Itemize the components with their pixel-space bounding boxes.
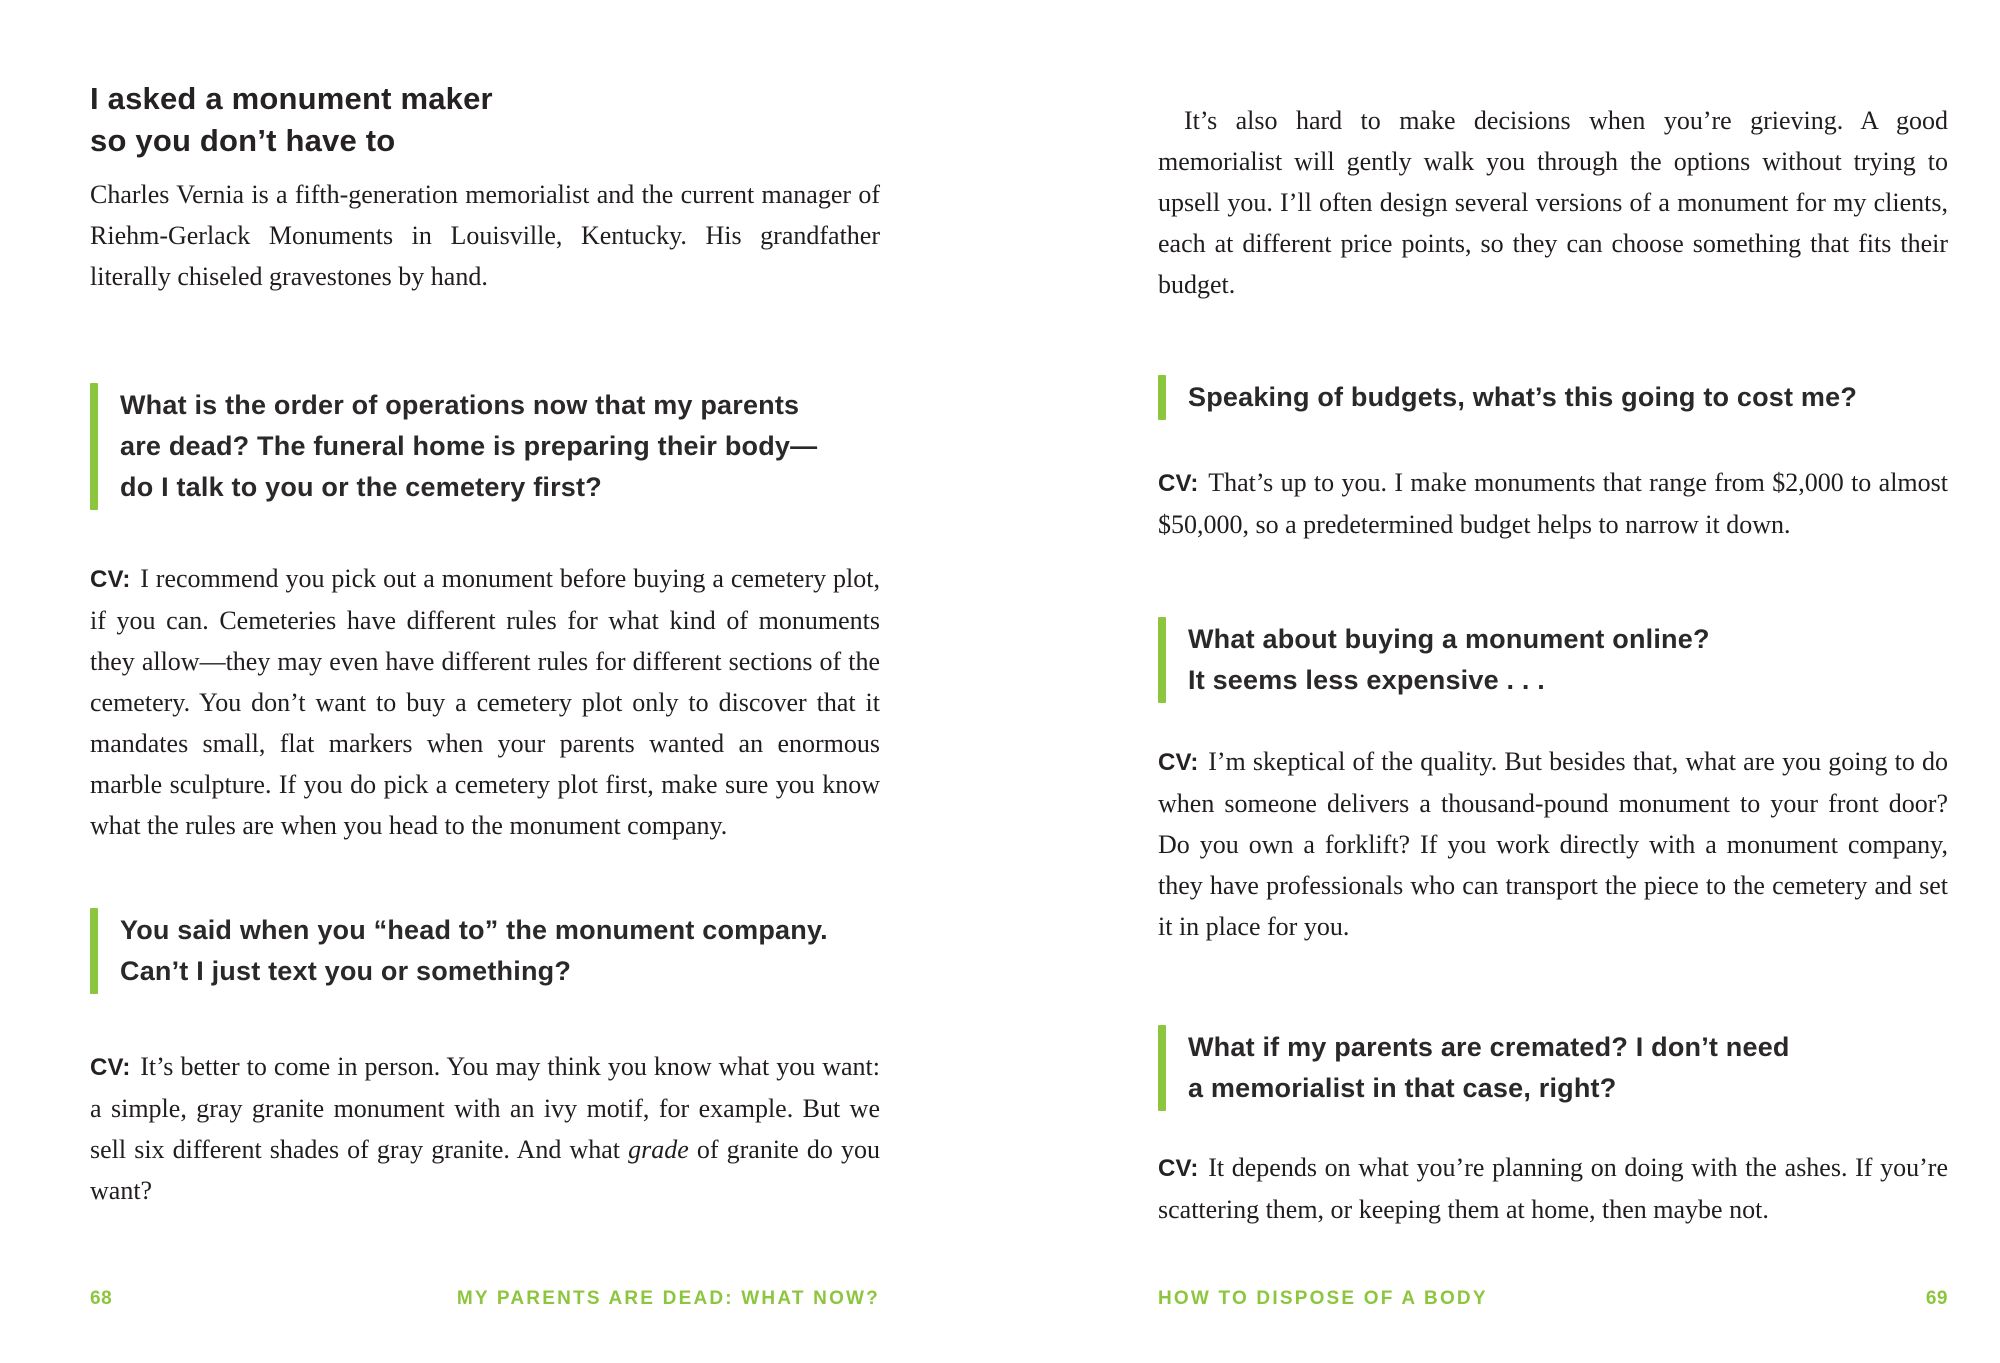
- interview-question: [1188, 617, 1710, 703]
- question-accent-bar: [1158, 375, 1166, 420]
- answer-text: That’s up to you. I make monuments that range from $2,000 to almost $50,000, so a predetermined budget helps to narrow it down.: [1158, 468, 1948, 539]
- question-line: Speaking of budgets, what’s this going to cost me?: [1188, 382, 1858, 412]
- question-accent-bar: [1158, 617, 1166, 703]
- question-accent-bar: [90, 383, 98, 510]
- page-left: [90, 0, 880, 1363]
- interview-answer: [1158, 462, 1948, 545]
- question-block: [90, 908, 880, 994]
- intro-paragraph: Charles Vernia is a fifth-generation memorialist and the current manager of Riehm-Gerlack Monuments in Louisville, Kentucky. His grandfather literally chiseled gravestones by hand.: [90, 180, 880, 291]
- question-block: [1158, 375, 1948, 420]
- question-line: What is the order of operations now that my parents: [120, 390, 800, 420]
- interview-question: [120, 383, 817, 510]
- cv-prefix: CV:: [90, 566, 131, 593]
- cv-prefix: CV:: [1158, 1155, 1199, 1182]
- answer-text-italic: grade: [628, 1135, 689, 1164]
- interview-answer: [1158, 1147, 1948, 1230]
- question-line: Can’t I just text you or something?: [120, 956, 572, 986]
- answer-text: of granite do you want?: [90, 1135, 880, 1205]
- question-line: do I talk to you or the cemetery first?: [120, 472, 602, 502]
- answer-text: It’s better to come in person. You may think you know what you want: a simple, gray granite monument with an ivy motif, for example. But we sell six different shades of gray granite. And what: [90, 1052, 880, 1164]
- section-title-line: so you don’t have to: [90, 123, 396, 158]
- question-line: It seems less expensive . . .: [1188, 665, 1546, 695]
- answer-text: It depends on what you’re planning on doing with the ashes. If you’re scattering them, or keeping them at home, then maybe not.: [1158, 1153, 1948, 1224]
- page-number: 69: [1925, 1288, 1948, 1309]
- question-accent-bar: [1158, 1025, 1166, 1111]
- interview-question: [120, 908, 828, 994]
- running-head: MY PARENTS ARE DEAD: WHAT NOW?: [456, 1288, 880, 1309]
- section-title-line: I asked a monument maker: [90, 81, 493, 116]
- interview-answer: [90, 558, 880, 846]
- running-footer: [1158, 1288, 1948, 1310]
- cv-prefix: CV:: [1158, 749, 1199, 776]
- question-line: You said when you “head to” the monument company.: [120, 915, 828, 945]
- cv-prefix: CV:: [1158, 470, 1199, 497]
- running-head: HOW TO DISPOSE OF A BODY: [1158, 1288, 1488, 1309]
- interview-answer: [1158, 741, 1948, 947]
- answer-text: I’m skeptical of the quality. But besides that, what are you going to do when someone delivers a thousand-pound monument to your front door? Do you own a forklift? If you work directly with a monument company, they have professionals who can transport the piece to the cemetery and set it in place for you.: [1158, 747, 1948, 941]
- question-line: What if my parents are cremated? I don’t need: [1188, 1032, 1790, 1062]
- question-line: are dead? The funeral home is preparing their body—: [120, 431, 818, 461]
- question-line: a memorialist in that case, right?: [1188, 1073, 1617, 1103]
- section-title: [90, 78, 880, 162]
- interview-question: [1188, 375, 1857, 420]
- page-right: [1158, 0, 1948, 1363]
- running-footer: [90, 1288, 880, 1310]
- question-block: [1158, 1025, 1948, 1111]
- interview-answer: [90, 1046, 880, 1211]
- question-block: [1158, 617, 1948, 703]
- question-line: What about buying a monument online?: [1188, 624, 1710, 654]
- answer-text: I recommend you pick out a monument before buying a cemetery plot, if you can. Cemeteries have different rules for what kind of monuments they allow—they may even have different rules for different sections of the cemetery. You don’t want to buy a cemetery plot only to discover that it mandates small, flat markers when your parents wanted an enormous marble sculpture. If you do pick a cemetery plot first, make sure you know what the rules are when you head to the monument company.: [90, 564, 880, 840]
- question-block: [90, 383, 880, 510]
- page-number: 68: [90, 1288, 113, 1309]
- interview-question: [1188, 1025, 1790, 1111]
- cv-prefix: CV:: [90, 1054, 131, 1081]
- continuation-paragraph: It’s also hard to make decisions when you’re grieving. A good memorialist will gently walk you through the options without trying to upsell you. I’ll often design several versions of a monument for my clients, each at different price points, so they can choose something that fits their budget.: [1158, 106, 1948, 299]
- question-accent-bar: [90, 908, 98, 994]
